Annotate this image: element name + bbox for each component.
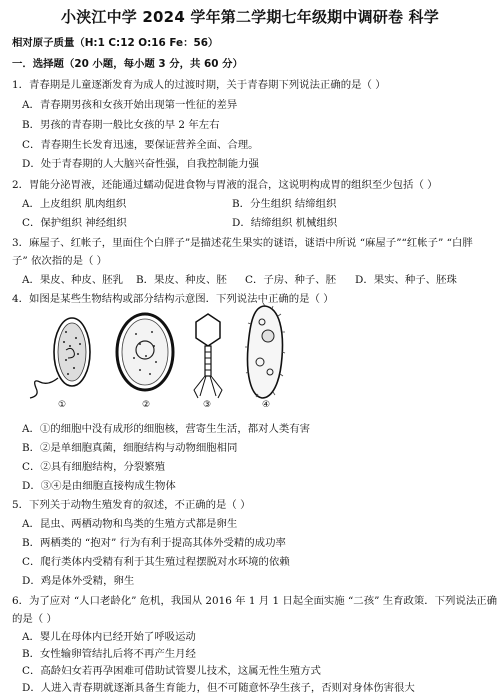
yeast-figure [110, 310, 180, 398]
atomic-mass-note: 相对原子质量（H:1 C:12 O:16 Fe：56） [12, 37, 219, 49]
question-3-option-b: B．果皮、种皮、胚 [136, 274, 227, 286]
question-1-stem: 1．青春期是儿童逐渐发育为成人的过渡时期，关于青春期下列说法正确的是（ ） [12, 79, 386, 91]
question-3-option-a: A．果皮、种皮、胚乳 [22, 274, 124, 286]
organism-figures [0, 302, 500, 414]
question-5-option-a: A．昆虫、两栖动物和鸟类的生殖方式都是卵生 [22, 518, 238, 530]
question-4-stem: 4．如图是某些生物结构或部分结构示意图．下列说法中正确的是（ ） [12, 293, 334, 305]
question-3-stem-line-2: 子” 依次指的是（ ） [12, 255, 108, 267]
question-5-option-d: D．鸡是体外受精，卵生 [22, 575, 135, 587]
question-4-option-d: D．③④是由细胞直接构成生物体 [22, 480, 176, 492]
question-5-stem: 5．下列关于动物生殖发育的叙述，不正确的是（ ） [12, 499, 251, 511]
question-5-option-b: B．两栖类的 “抱对” 行为有利于提高其体外受精的成功率 [22, 537, 286, 549]
question-2-option-b: B．分生组织 结缔组织 [232, 198, 337, 210]
question-6-option-b: B．女性输卵管结扎后将不再产生月经 [22, 648, 196, 660]
question-1-option-b: B．男孩的青春期一般比女孩的早 2 年左右 [22, 119, 220, 131]
question-2-option-c: C．保护组织 神经组织 [22, 217, 127, 229]
paramecium-figure [240, 302, 290, 402]
question-3-option-d: D．果实、种子、胚珠 [355, 274, 457, 286]
bacterium-figure [26, 312, 106, 400]
question-1-option-c: C．青春期生长发育迅速，要保证营养全面、合理。 [22, 139, 259, 151]
question-6-option-c: C．高龄妇女若再孕困难可借助试管婴儿技术，这属无性生殖方式 [22, 665, 321, 677]
figure-label-4: ④ [262, 400, 271, 410]
question-6-option-d: D．人进入青春期就逐渐具备生育能力，但不可随意怀孕生孩子，否则对身体伤害很大 [22, 682, 415, 694]
question-1-option-d: D．处于青春期的人大脑兴奋性强，自我控制能力强 [22, 158, 259, 170]
question-6-stem-line-2: 的是（ ） [12, 613, 57, 625]
virus-figure [188, 310, 228, 402]
question-6-stem-line-1: 6．为了应对 “人口老龄化” 危机，我国从 2016 年 1 月 1 日起全面实施 “二孩” 生育政策．下列说法正确 [12, 595, 498, 607]
question-5-option-c: C．爬行类体内受精有利于其生殖过程摆脱对水环境的依赖 [22, 556, 290, 568]
question-4-option-c: C．②具有细胞结构，分裂繁殖 [22, 461, 166, 473]
page-title: 小浃江中学 2024 学年第二学期七年级期中调研卷 科学 [60, 8, 440, 26]
question-2-option-a: A．上皮组织 肌肉组织 [22, 198, 127, 210]
question-4-option-a: A．①的细胞中没有成形的细胞核，营寄生生活，都对人类有害 [22, 423, 311, 435]
question-2-stem: 2．胃能分泌胃液，还能通过蠕动促进食物与胃液的混合，这说明构成胃的组织至少包括（ ） [12, 179, 438, 191]
question-4-option-b: B．②是单细胞真菌，细胞结构与动物细胞相同 [22, 442, 238, 454]
question-3-stem-line-1: 3．麻屋子、红帐子，里面住个白胖子”是描述花生果实的谜语，谜语中所说 “麻屋子”“红帐子” “白胖 [12, 237, 473, 249]
figure-label-2: ② [142, 400, 151, 410]
question-3-option-c: C．子房、种子、胚 [245, 274, 337, 286]
question-6-option-a: A．婴儿在母体内已经开始了呼吸运动 [22, 631, 196, 643]
section-heading: 一．选择题（20 小题，每小题 3 分，共 60 分） [12, 58, 243, 70]
question-1-option-a: A．青春期男孩和女孩开始出现第一性征的差异 [22, 99, 238, 111]
figure-label-3: ③ [203, 400, 212, 410]
question-2-option-d: D．结缔组织 机械组织 [232, 217, 338, 229]
figure-label-1: ① [58, 400, 67, 410]
